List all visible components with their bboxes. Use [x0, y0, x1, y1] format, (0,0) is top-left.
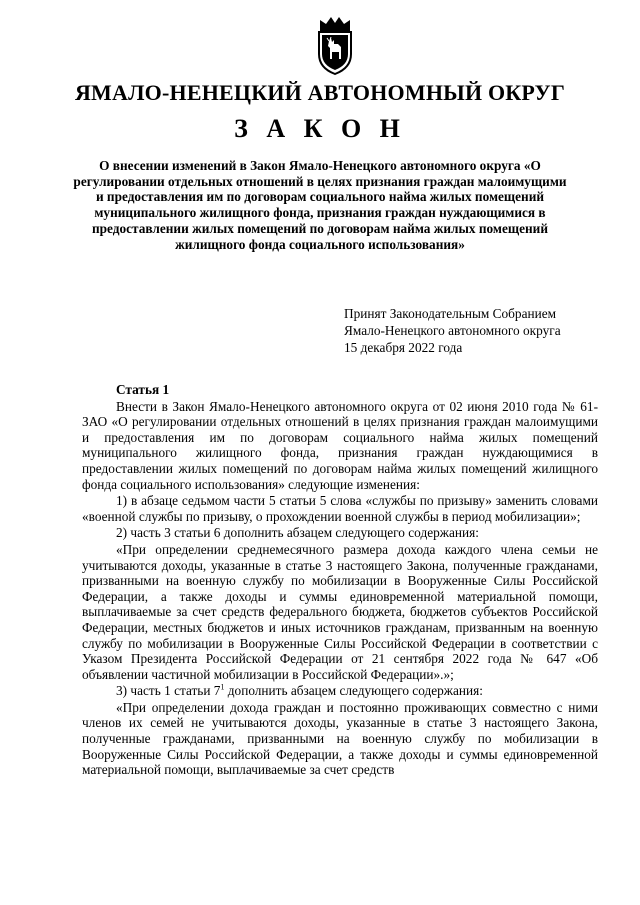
document-type: З А К О Н: [234, 114, 406, 143]
article-number-superscript: 1: [220, 682, 225, 692]
adoption-block: [344, 305, 634, 356]
adoption-line-2: Ямало-Ненецкого автономного округа: [344, 323, 561, 338]
amendment-item-2: 2) часть 3 статьи 6 дополнить абзацем следующего содержания:: [116, 525, 479, 541]
article-1: [82, 382, 598, 779]
amendment-quote-2: «При определении дохода граждан и постоянно проживающих совместно с ними членов их семей не учитываются доходы, указанные в статье 3 настоящего Закона, полученные гражданами, призванными на военную службу по мобилизации в Вооруженные Силы Российской Федерации, а также доходы и суммы единовременной материальной помощи, выплачиваемые за счет средств: [82, 699, 598, 778]
ynao-coat-of-arms-icon: [312, 14, 358, 76]
article-1-heading: Статья 1: [116, 382, 170, 397]
region-name: ЯМАЛО-НЕНЕЦКИЙ АВТОНОМНЫЙ ОКРУГ: [74, 80, 566, 105]
amendment-item-3-tail: дополнить абзацем следующего содержания:: [224, 683, 483, 699]
amendment-quote-1: «При определении среднемесячного размера дохода каждого члена семьи не учитываются доходы, указанные в статье 3 настоящего Закона, полученные гражданами, призванными на военную службу по мобилизации в Вооруженные Силы Российской Федерации, а также доходы и суммы единовременной материальной помощи, выплачиваемые за счет средств федерального бюджета, бюджетов субъектов Российской Федерации, местных бюджетов и иных источников гражданам, призванным на военную службу по мобилизации в Вооруженные Силы Российской Федерации в соответствии с Указом Президента Российской Федерации от 21 сентября 2022 года № 647 «Об объявлении частичной мобилизации в Российской Федерации».»;: [82, 541, 598, 682]
adoption-date: 15 декабря 2022 года: [344, 340, 463, 355]
article-1-intro: Внести в Закон Ямало-Ненецкого автономного округа от 02 июня 2010 года № 61-ЗАО «О регулировании отдельных отношений в целях признания граждан малоимущими и предоставления им по договорам социального найма жилых помещений муниципального жилищного фонда, признания граждан нуждающимися в предоставлении жилых помещений по договорам найма жилых помещений жилищного фонда социального использования» следующие изменения:: [82, 398, 598, 492]
amendment-item-3: [82, 683, 598, 699]
adoption-line-1: Принят Законодательным Собранием: [344, 306, 557, 321]
amendment-item-3-text: 3) часть 1 статьи 7: [116, 683, 221, 699]
law-title: О внесении изменений в Закон Ямало-Ненецкого автономного округа «О регулировании отдельных отношений в целях признания граждан малоимущими и предоставления им по договорам социального найма жилых помещений муниципального жилищного фонда, признания граждан нуждающимися в предоставлении жилых помещений по договорам найма жилых помещений жилищного фонда социального использования»: [73, 158, 567, 252]
amendment-item-1: 1) в абзаце седьмом части 5 статьи 5 слова «службы по призыву» заменить словами «военной службы по призыву, о прохождении военной службы в период мобилизации»;: [82, 493, 598, 524]
